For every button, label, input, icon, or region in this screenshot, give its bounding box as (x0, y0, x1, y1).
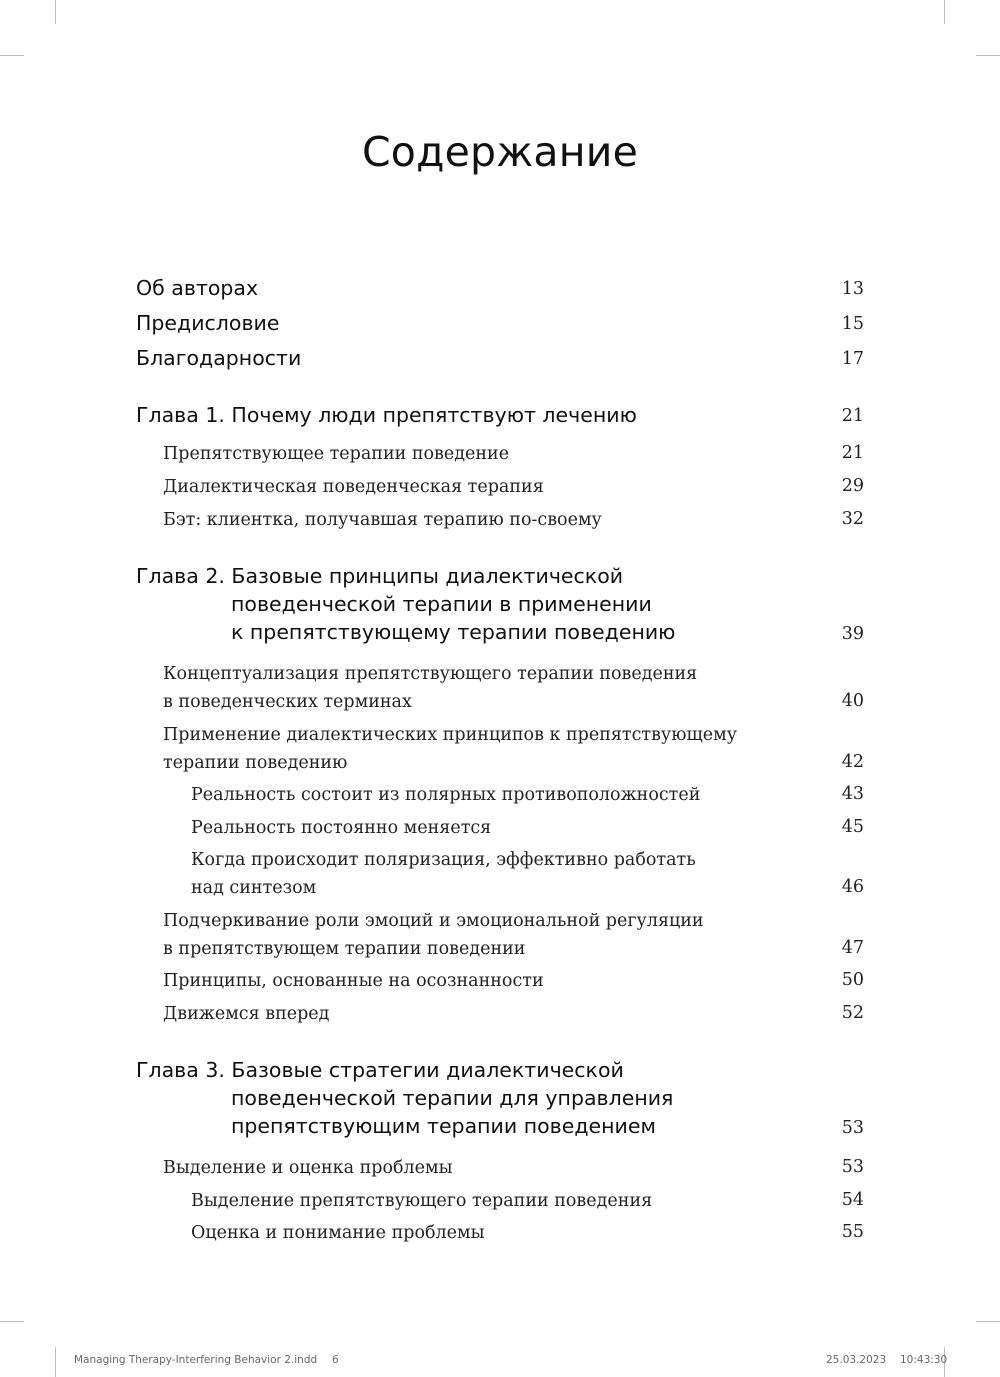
toc-entry-line: над синтезом (191, 878, 317, 898)
toc-entry-label: Выделение препятствующего терапии поведения (191, 1191, 653, 1211)
crop-mark (976, 1321, 1000, 1322)
toc-page-number: 54 (841, 1190, 864, 1210)
toc-entry-line: терапии поведению (163, 753, 348, 773)
toc-chapter-title (136, 562, 675, 646)
toc-page-number: 45 (841, 817, 864, 837)
toc-entry-label: Благодарности (136, 346, 302, 370)
crop-mark (55, 0, 56, 24)
toc-entry-label (163, 721, 737, 777)
toc-page-number: 29 (841, 476, 864, 496)
toc-entry-line: Концептуализация препятствующего терапии поведения (163, 664, 698, 684)
toc-chapter-title-line: препятствующим терапии поведением (231, 1114, 656, 1138)
toc-entry-label (191, 846, 696, 902)
toc-page-number: 43 (841, 784, 864, 804)
toc-page-number: 40 (841, 691, 864, 711)
toc-entry-line: Подчеркивание роли эмоций и эмоциональной регуляции (163, 911, 704, 931)
footer-filename: Managing Therapy-Interfering Behavior 2.indd (74, 1354, 318, 1366)
toc-page-number: 52 (841, 1003, 864, 1023)
toc-entry-label: Движемся вперед (163, 1004, 330, 1024)
toc-page-number: 32 (841, 509, 864, 529)
toc-page-number: 17 (841, 349, 864, 369)
page-title: Содержание (361, 128, 639, 176)
toc-entry-line: Применение диалектических принципов к препятствующему (163, 725, 737, 745)
crop-mark (0, 1321, 24, 1322)
toc-page-number: 42 (841, 752, 864, 772)
toc-page-number: 50 (841, 970, 864, 990)
toc-page-number: 55 (841, 1222, 864, 1242)
footer-date: 25.03.2023 (826, 1354, 887, 1366)
toc-entry-label: Выделение и оценка проблемы (163, 1158, 453, 1178)
toc-page-number: 39 (841, 624, 864, 644)
toc-page-number: 13 (841, 279, 864, 299)
toc-entry-label: Реальность состоит из полярных противоположностей (191, 785, 701, 805)
toc-entry-label: Препятствующее терапии поведение (163, 444, 510, 464)
toc-page-number: 53 (841, 1118, 864, 1138)
crop-mark (976, 55, 1000, 56)
footer-time: 10:43:30 (900, 1354, 948, 1366)
toc-page-number: 21 (841, 443, 864, 463)
toc-entry-line: Когда происходит поляризация, эффективно работать (191, 850, 696, 870)
toc-entry-label: Диалектическая поведенческая терапия (163, 477, 544, 497)
toc-entry-label (163, 660, 697, 716)
footer-sheet-number: 6 (332, 1354, 339, 1366)
toc-entry-label: Реальность постоянно меняется (191, 818, 492, 838)
toc-page-number: 21 (841, 406, 864, 426)
toc-chapter-title (136, 1056, 673, 1140)
toc-page-number: 47 (841, 938, 864, 958)
toc-page-number: 46 (841, 877, 864, 897)
toc-entry-label: Принципы, основанные на осознанности (163, 971, 544, 991)
toc-entry-label: Предисловие (136, 311, 280, 335)
toc-chapter-title-line: Глава 2. Базовые принципы диалектической (136, 564, 624, 588)
toc-entry-label: Бэт: клиентка, получавшая терапию по-своему (163, 510, 602, 530)
toc-entry-line: в препятствующем терапии поведении (163, 939, 526, 959)
crop-mark (0, 55, 24, 56)
toc-chapter-title-line: Глава 3. Базовые стратегии диалектической (136, 1058, 624, 1082)
toc-chapter-title-line: к препятствующему терапии поведению (231, 620, 676, 644)
toc-chapter-title-line: поведенческой терапии для управления (231, 1086, 674, 1110)
toc-entry-label: Об авторах (136, 276, 259, 300)
crop-mark (55, 1347, 56, 1377)
toc-chapter-title: Глава 1. Почему люди препятствуют лечению (136, 403, 637, 427)
crop-mark (944, 0, 945, 24)
toc-entry-label: Оценка и понимание проблемы (191, 1223, 485, 1243)
toc-page-number: 15 (841, 314, 864, 334)
toc-entry-label (163, 907, 704, 963)
toc-page-number: 53 (841, 1157, 864, 1177)
toc-chapter-title-line: поведенческой терапии в применении (231, 592, 652, 616)
toc-entry-line: в поведенческих терминах (163, 692, 412, 712)
